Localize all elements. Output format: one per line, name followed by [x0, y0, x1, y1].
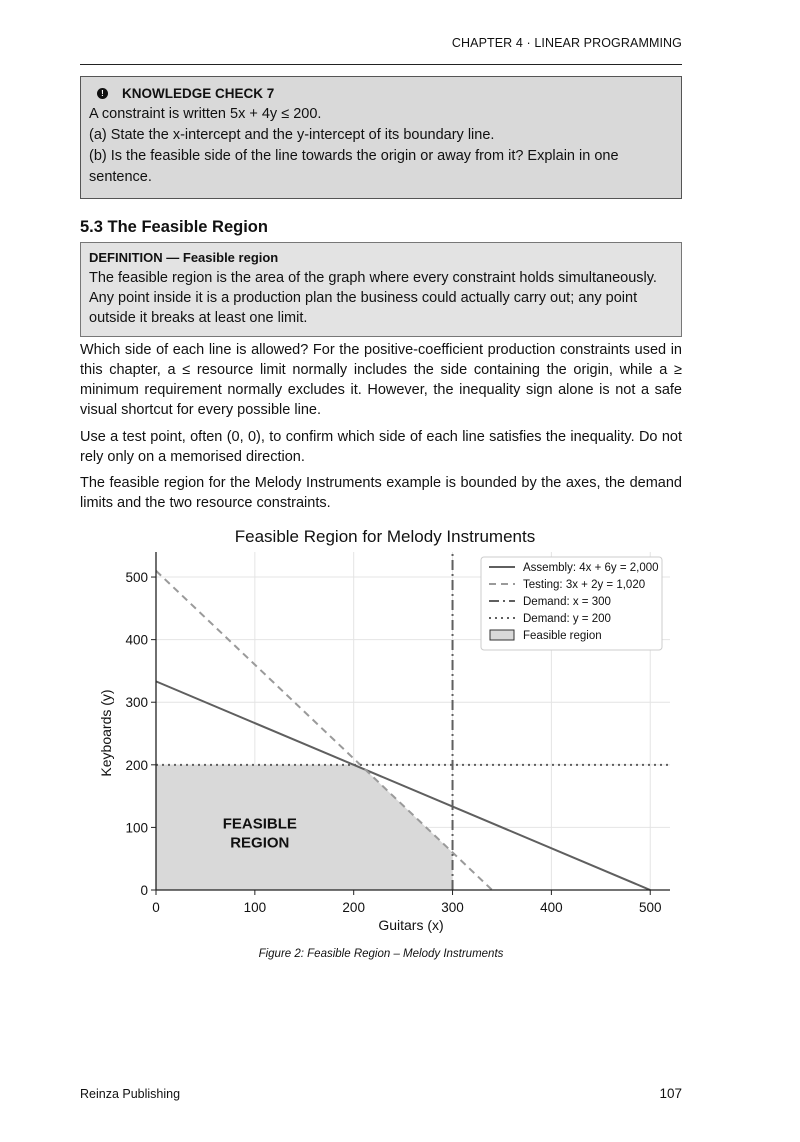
page-number: 107 [659, 1086, 682, 1101]
y-tick-label: 400 [125, 632, 148, 648]
x-tick-label: 300 [441, 900, 464, 915]
figure-caption: Figure 2: Feasible Region – Melody Instruments [258, 948, 504, 960]
knowledge-check-line: A constraint is written 5x + 4y ≤ 200. [89, 106, 322, 122]
knowledge-check-title [89, 83, 673, 104]
region-annotation-line: FEASIBLE [222, 815, 297, 833]
header-rule [80, 64, 682, 65]
y-tick-label: 500 [125, 570, 148, 586]
region-annotation-line: REGION [230, 834, 290, 852]
chart-title: Feasible Region for Melody Instruments [234, 527, 536, 546]
feasible-region-chart [95, 520, 685, 940]
knowledge-check-title-text: KNOWLEDGE CHECK 7 [122, 86, 275, 101]
section-heading: 5.3 The Feasible Region [80, 218, 268, 236]
y-tick-label: 300 [125, 695, 148, 711]
legend-label: Feasible region [523, 630, 602, 642]
chart-legend [481, 557, 662, 650]
legend-label: Assembly: 4x + 6y = 2,000 [523, 562, 659, 574]
knowledge-check-line: (a) State the x-intercept and the y-intercept of its boundary line. [89, 127, 495, 143]
y-tick-label: 100 [125, 820, 148, 836]
legend-swatch [490, 630, 514, 640]
running-head: CHAPTER 4 · LINEAR PROGRAMMING [451, 36, 682, 50]
definition-title: DEFINITION — Feasible region [89, 250, 279, 265]
x-tick-label: 0 [152, 900, 160, 915]
x-tick-label: 100 [243, 900, 267, 915]
x-tick-label: 400 [540, 900, 563, 915]
x-tick-label: 200 [342, 900, 365, 915]
x-tick-label: 500 [638, 900, 662, 915]
legend-label: Demand: x = 300 [523, 596, 611, 608]
legend-label: Testing: 3x + 2y = 1,020 [523, 579, 646, 591]
y-tick-label: 0 [140, 883, 148, 898]
footer-publisher: Reinza Publishing [80, 1087, 181, 1101]
knowledge-check-line: (b) Is the feasible side of the line towards the origin or away from it? Explain in one sentence. [89, 148, 619, 185]
body-paragraph: The feasible region for the Melody Instruments example is bounded by the axes, the demand limits and the two resource constraints. [80, 475, 682, 511]
exclamation-circle-icon: ! [97, 88, 108, 99]
definition-text: The feasible region is the area of the graph where every constraint holds simultaneously. Any point inside it is a production plan the business could actually carry out; any point outside it breaks at least one limit. [89, 270, 657, 326]
body-paragraph: Use a test point, often (0, 0), to confirm which side of each line satisfies the inequality. Do not rely only on a memorised direction. [80, 429, 682, 465]
y-axis-label: Keyboards (y) [98, 689, 114, 777]
x-axis-label: Guitars (x) [378, 917, 444, 933]
knowledge-check-box [80, 76, 682, 199]
definition-box [80, 242, 682, 337]
y-tick-label: 200 [125, 757, 148, 773]
body-paragraph: Which side of each line is allowed? For the positive-coefficient production constraints used in this chapter, a ≤ resource limit normally includes the side containing the origin, while a ≥ minimum requirement normally excludes it. However, the inequality sign alone is not a safe visual shortcut for every possible line. [80, 342, 682, 418]
feasible-region-polygon [156, 765, 453, 890]
legend-label: Demand: y = 200 [523, 613, 611, 625]
